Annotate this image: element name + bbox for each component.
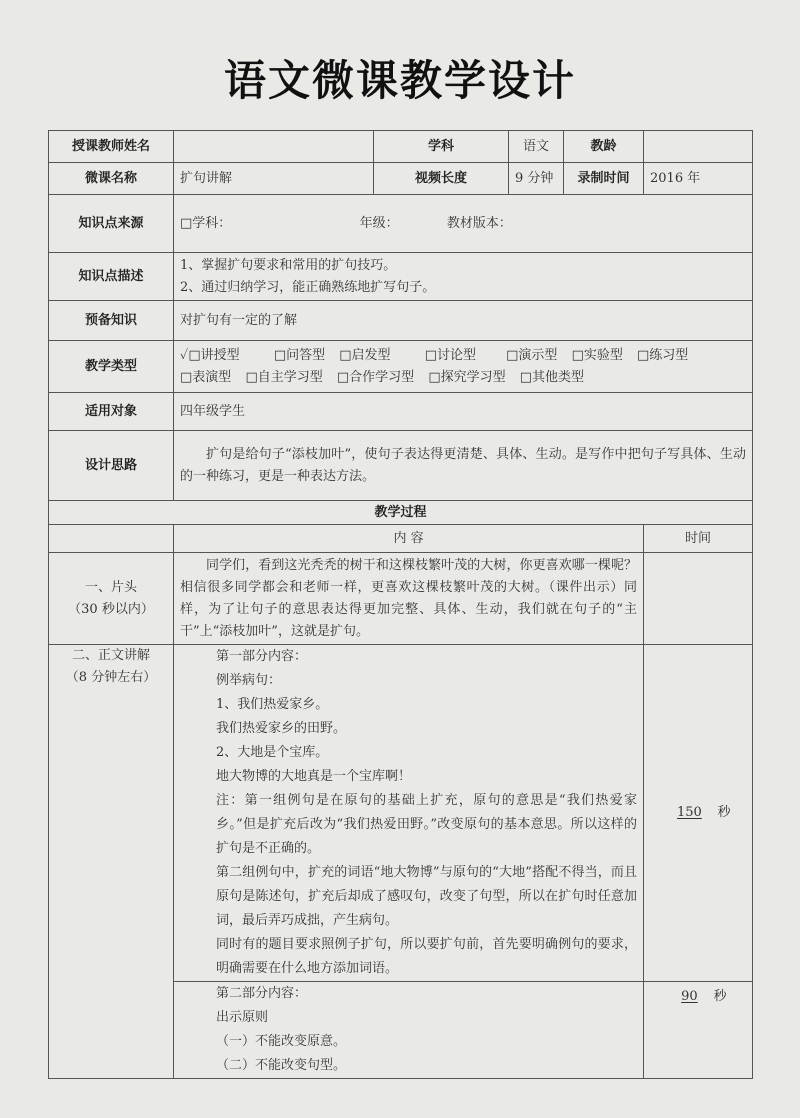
- step2-title: 二、正文讲解: [71, 648, 150, 663]
- source-edition: 教材版本：: [446, 215, 512, 231]
- years-value: [644, 131, 753, 163]
- part1-example-2: 2、大地是个宝库。: [216, 745, 329, 760]
- part1-heading: 第一部分内容：: [216, 649, 308, 664]
- type-inquiry-checkbox[interactable]: □探究学习型: [428, 369, 506, 385]
- table-row: [49, 253, 753, 301]
- type-discussion-checkbox[interactable]: □讨论型: [424, 347, 476, 363]
- step2-subtitle: （8 分钟左右）: [65, 670, 157, 685]
- design-label: 设计思路: [49, 431, 174, 501]
- audience-value: 四年级学生: [174, 393, 753, 431]
- part1-example-1: 1、我们热爱家乡。: [216, 697, 329, 712]
- teaching-type-label: 教学类型: [49, 341, 174, 393]
- years-label: 教龄: [564, 131, 644, 163]
- table-row: [49, 431, 753, 501]
- content-header: 内 容: [174, 525, 644, 553]
- design-value: 扩句是给句子“添枝加叶”，使句子表达得更清楚、具体、生动。是写作中把句子写具体、生动的一种练习，更是一种表达方法。: [174, 431, 753, 501]
- time-header: 时间: [644, 525, 753, 553]
- table-row: [49, 195, 753, 253]
- lesson-name-value: 扩句讲解: [174, 163, 374, 195]
- duration-label: 视频长度: [374, 163, 509, 195]
- description-line-2: 2、通过归纳学习，能正确熟练地扩写句子。: [180, 279, 436, 295]
- subject-label: 学科: [374, 131, 509, 163]
- table-row: [49, 163, 753, 195]
- part2-principle-1: （一）不能改变原意。: [216, 1034, 347, 1049]
- type-lecture-checkbox[interactable]: ✓□讲授型: [180, 347, 240, 363]
- part2-time: 90: [681, 989, 698, 1004]
- type-experiment-checkbox[interactable]: □实验型: [571, 347, 623, 363]
- type-practice-checkbox[interactable]: □练习型: [637, 347, 689, 363]
- prereq-value: 对扩句有一定的了解: [174, 301, 753, 341]
- type-cooperative-checkbox[interactable]: □合作学习型: [336, 369, 415, 385]
- type-performance-checkbox[interactable]: □表演型: [180, 369, 232, 385]
- source-subject: □学科：: [180, 215, 232, 231]
- part1-example-1-expanded: 我们热爱家乡的田野。: [216, 721, 347, 736]
- process-heading: 教学过程: [49, 501, 753, 525]
- part2-time-unit: 秒: [713, 989, 727, 1004]
- table-row: [49, 553, 753, 645]
- prereq-label: 预备知识: [49, 301, 174, 341]
- type-demo-checkbox[interactable]: □演示型: [506, 347, 558, 363]
- type-qa-checkbox[interactable]: □问答型: [273, 347, 326, 363]
- part1-time-unit: 秒: [717, 805, 731, 820]
- table-row: [49, 501, 753, 525]
- part2-heading: 第二部分内容：: [216, 986, 308, 1001]
- type-inspire-checkbox[interactable]: □启发型: [339, 347, 391, 363]
- audience-label: 适用对象: [49, 393, 174, 431]
- page-title: 语文微课教学设计: [223, 56, 576, 105]
- lesson-design-table: [48, 130, 753, 1079]
- step1-text: 同学们，看到这光秃秃的树干和这棵枝繁叶茂的大树，你更喜欢哪一棵呢？相信很多同学都会和老师一样，更喜欢这棵枝繁叶茂的大树。（课件出示）同样，为了让句子的意思表达得更加完整、具体、生动，我们就在句子的“主干”上“添枝加叶”，这就是扩句。: [174, 553, 644, 645]
- record-time-value: 2016 年: [644, 163, 753, 195]
- part1-examples-label: 例举病句：: [216, 673, 282, 688]
- record-time-label: 录制时间: [564, 163, 644, 195]
- table-row: [49, 341, 753, 393]
- teacher-value: [174, 131, 374, 163]
- lesson-name-label: 微课名称: [49, 163, 174, 195]
- duration-value: 9 分钟: [509, 163, 564, 195]
- part2-principle-2: （二）不能改变句型。: [216, 1058, 347, 1073]
- part1-note-2: 第二组例句中，扩充的词语“地大物博”与原句的“大地”搭配不得当，而且原句是陈述句，扩充后却成了感叹句，改变了句型，所以在扩句时任意加词，最后弄巧成拙，产生病句。: [216, 865, 638, 928]
- subject-value: 语文: [509, 131, 564, 163]
- step1-subtitle: （30 秒以内）: [68, 601, 154, 617]
- teacher-label: 授课教师姓名: [49, 131, 174, 163]
- table-row: [49, 393, 753, 431]
- source-label: 知识点来源: [49, 195, 174, 253]
- type-other-checkbox[interactable]: □其他类型: [519, 369, 585, 385]
- part1-time: 150: [677, 805, 702, 820]
- description-line-1: 1、掌握扩句要求和常用的扩句技巧。: [180, 257, 397, 273]
- part1-note-3: 同时有的题目要求照例子扩句，所以要扩句前，首先要明确例句的要求，明确需要在什么地方添加词语。: [216, 937, 638, 976]
- source-grade: 年级：: [359, 215, 399, 231]
- table-row: [49, 131, 753, 163]
- type-self-study-checkbox[interactable]: □自主学习型: [245, 369, 323, 385]
- part1-note-1: 注：第一组例句是在原句的基础上扩充，原句的意思是“我们热爱家乡。”但是扩充后改为“我们热爱田野。”改变原句的基本意思。所以这样的扩句是不正确的。: [216, 793, 638, 856]
- table-row: [49, 525, 753, 553]
- description-label: 知识点描述: [49, 253, 174, 301]
- table-row: [49, 301, 753, 341]
- part1-example-2-expanded: 地大物博的大地真是一个宝库啊！: [216, 769, 412, 784]
- step1-title: 一、片头: [84, 579, 137, 595]
- table-row: [49, 645, 753, 982]
- part2-principle-label: 出示原则: [216, 1010, 269, 1025]
